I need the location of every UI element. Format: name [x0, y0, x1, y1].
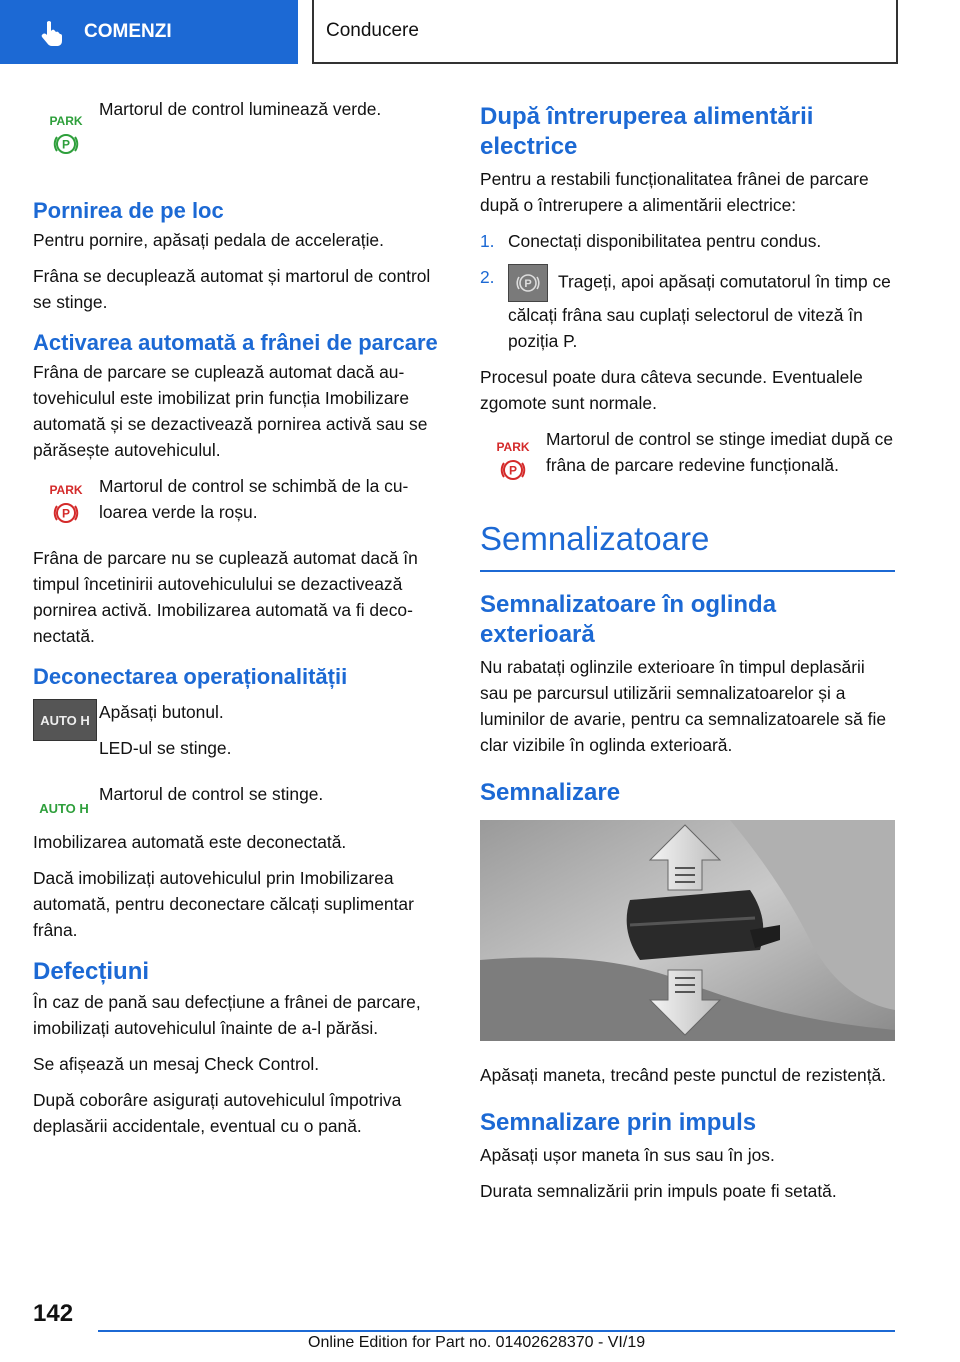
- park-red-text-right: PARK: [496, 440, 530, 454]
- hand-touch-icon: [38, 18, 66, 46]
- chapter-heading-semnalizatoare: Semnalizatoare: [480, 520, 710, 557]
- footer-edition: Online Edition for Part no. 01402628370 - VI/19: [308, 1334, 646, 1351]
- heading-pornire: Pornirea de pe loc: [33, 198, 224, 223]
- turn-signal-lever-illustration: [480, 820, 895, 1041]
- para-martor-stinge: Martorul de control se stinge.: [99, 784, 324, 804]
- autoh-button[interactable]: AUTO H: [33, 699, 97, 741]
- park-green-indicator: [33, 96, 99, 157]
- para-defectiuni-2: Se afișează un mesaj Check Control.: [33, 1054, 320, 1074]
- park-green-row: [33, 96, 447, 157]
- chapter-header: [312, 0, 898, 64]
- heading-dupa-intrerupere: După întreruperea alimentării electrice: [480, 103, 814, 160]
- heading-oglinda: Semnalizatoare în oglinda exterioară: [480, 591, 777, 648]
- svg-text:P: P: [61, 137, 71, 152]
- steps-list: [480, 228, 895, 354]
- park-red-row-right: [480, 426, 895, 488]
- left-column: [33, 96, 447, 1149]
- svg-text:P: P: [508, 463, 518, 478]
- svg-text:P: P: [524, 278, 532, 290]
- footer-divider: [98, 1330, 895, 1332]
- park-red-row: [33, 473, 447, 535]
- section-tab-label: COMENZI: [84, 21, 172, 42]
- para-defectiuni-3: După coborâre asigurați autovehiculul împotriva deplasării accidentale, eventual cu o pană.: [33, 1090, 402, 1136]
- step-text: Conectați disponibilitatea pentru condus.: [508, 231, 822, 251]
- heading-defectiuni: Defecțiuni: [33, 958, 150, 985]
- parking-brake-switch-icon: [508, 264, 548, 302]
- para-procesul: Procesul poate dura câteva secunde. Eventualele zgomote sunt normale.: [480, 367, 863, 413]
- para-imobilizati: Dacă imobilizați autovehiculul prin Imobilizarea automată, pentru deconectare călcați suplimentar frâna.: [33, 868, 414, 940]
- autoh-green-indicator: AUTO H: [39, 801, 89, 816]
- step-number: 1.: [480, 231, 495, 251]
- autoh-indicator-row: [33, 781, 447, 817]
- parking-brake-red-icon: [500, 457, 526, 483]
- page-number: 142: [33, 1300, 74, 1327]
- para-defectiuni-1: În caz de pană sau defecțiune a frânei de parcare, imobilizați autovehiculul înainte de a-l părăsi.: [33, 992, 421, 1038]
- parking-brake-red-icon: [53, 500, 79, 526]
- park-red-indicator: [33, 473, 99, 535]
- para-apasati-maneta: Apăsați maneta, trecând peste punctul de rezistență.: [480, 1065, 887, 1085]
- heading-deconectare: Deconectarea operaționalității: [33, 664, 348, 689]
- heading-divider: [480, 570, 895, 572]
- svg-text:P: P: [61, 506, 71, 521]
- right-column: [480, 102, 895, 1214]
- para-impuls-1: Apăsați ușor maneta în sus sau în jos.: [480, 1145, 775, 1165]
- park-green-text: PARK: [49, 114, 83, 128]
- para-nu-cupleaza: Frâna de parcare nu se cuplează automat dacă în timpul încetinirii autovehiculului se dezactivează pornirea activă. Imobilizarea automată va fi deconectată.: [33, 548, 418, 646]
- park-red-text: PARK: [49, 483, 83, 497]
- para-oglinzi: Nu rabatați oglinzile exterioare în timpul deplasării sau pe parcursul utilizării semnalizatoarelor și a luminilor de avarie, pentru ca semnalizatoarele să fie clar vizibile în oglinda exterioară.: [480, 657, 886, 755]
- para-led-stinge: LED-ul se stinge.: [99, 738, 232, 758]
- para-pornire-2: Frâna se decuplează automat și martorul de control se stinge.: [33, 266, 431, 312]
- para-activare: Frâna de parcare se cuplează automat dacă autovehiculul este imobilizat prin funcția Imobilizare automată și se dezactivează pornirea activă sau se părăsește autovehiculul.: [33, 362, 428, 460]
- para-apasati-buton: Apăsați butonul.: [99, 702, 224, 722]
- chapter-title: Conducere: [326, 20, 419, 41]
- step-item-2: [480, 264, 895, 354]
- heading-activare: Activarea automată a frânei de parcare: [33, 330, 438, 355]
- park-green-text-desc: Martorul de control luminează verde.: [99, 99, 382, 119]
- para-restabili: Pentru a restabili funcționalitatea frânei de parcare după o întrerupere a alimentării electrice:: [480, 169, 869, 215]
- step-number: 2.: [480, 267, 495, 287]
- para-martor-stinge-imediat: Martorul de control se stinge imediat după ce frâna de parcare redevine funcțională.: [546, 429, 894, 475]
- park-red-desc: Martorul de control se schimbă de la culoarea verde la roșu.: [99, 476, 409, 522]
- step-item-1: [480, 228, 895, 254]
- step-text: Trageți, apoi apăsați comutatorul în timp ce călcați frâna sau cuplați selectorul de viteză în poziția P.: [508, 271, 891, 351]
- para-pornire-1: Pentru pornire, apăsați pedala de accelerație.: [33, 230, 384, 250]
- para-imobilizare-deconectata: Imobilizarea automată este deconectată.: [33, 832, 347, 852]
- park-red-indicator-right: [480, 426, 546, 488]
- section-tab[interactable]: [0, 0, 298, 64]
- heading-impuls: Semnalizare prin impuls: [480, 1109, 757, 1136]
- para-impuls-2: Durata semnalizării prin impuls poate fi setată.: [480, 1181, 837, 1201]
- autoh-button-row: [33, 699, 447, 771]
- parking-brake-green-icon: [53, 131, 79, 157]
- heading-semnalizare: Semnalizare: [480, 779, 621, 806]
